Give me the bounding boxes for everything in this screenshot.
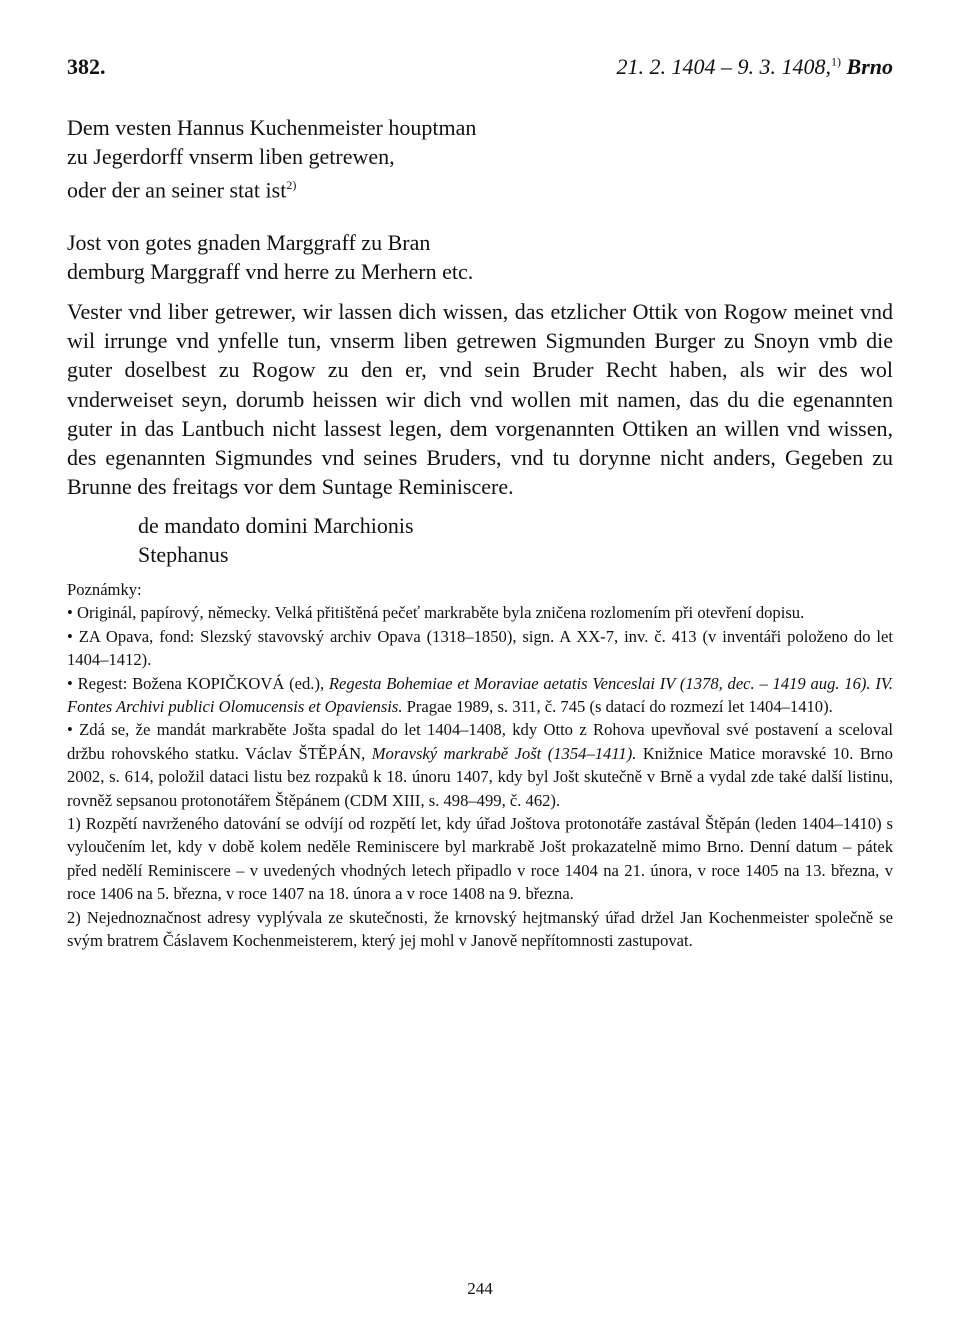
address-line bbox=[67, 171, 893, 204]
notes-section bbox=[67, 578, 893, 953]
note-text: Knižnice Matice moravské 10. Brno 2002, s. 614, položil dataci listu bez rozpaků k 18. únoru 1407, kdy byl Jošt skutečně v Brně a vydal zde také další listinu, rovněž sepsanou protonotářem Štěpánem (CDM XIII, s. 498–499, č. 462). bbox=[67, 743, 893, 810]
address-line: zu Jegerdorff vnserm liben getrewen, bbox=[67, 144, 395, 169]
note-title-italic: Moravský markrabě Jošt (1354–1411). bbox=[371, 743, 637, 763]
address-block bbox=[67, 113, 893, 204]
intitulatio-line: demburg Marggraff vnd herre zu Merhern etc. bbox=[67, 259, 474, 284]
address-line-text: oder der an seiner stat ist bbox=[67, 177, 287, 203]
note-item bbox=[67, 672, 893, 719]
note-item: • ZA Opava, fond: Slezský stavovský archiv Opava (1318–1850), sign. A XX-7, inv. č. 413 (v inventáři položeno do let 1404–1412). bbox=[67, 626, 893, 670]
date-footnote-ref: 1) bbox=[831, 54, 842, 69]
note-item bbox=[67, 718, 893, 812]
signature-block bbox=[138, 511, 414, 569]
address-footnote-ref: 2) bbox=[286, 178, 297, 192]
address-line: Dem vesten Hannus Kuchenmeister houptman bbox=[67, 115, 477, 140]
footnote-2: 2) Nejednoznačnost adresy vyplývala ze skutečnosti, že krnovský hejtmanský úřad držel Jan Kochenmeister společně se svým bratrem Čáslavem Kochenmeisterem, který jej mohl v Janově nepřítomnosti zastupovat. bbox=[67, 907, 893, 951]
signature-name: Stephanus bbox=[138, 542, 229, 567]
footnote-1: 1) Rozpětí navrženého datování se odvíjí od rozpětí let, kdy úřad Joštova protonotáře zastával Štěpán (leden 1404–1410) s vyloučením let, kdy v době kolem neděle Reminiscere byl markrabě Jošt prokazatelně mimo Brno. Denní datum – pátek před nedělí Reminiscere – v uvedených vhodných letech připadlo v roce 1404 na 21. února, v roce 1405 na 13. března, v roce 1406 na 5. března, v roce 1407 na 18. února a v roce 1408 na 9. března. bbox=[67, 814, 893, 904]
note-title-italic: Regesta Bohemiae et Moraviae aetatis Venceslai IV (1378, dec. – 1419 aug. 16). IV. Fontes Archivi publici Olomucensis et Opaviensis. bbox=[67, 673, 893, 717]
intitulatio-block bbox=[67, 228, 893, 286]
signature-line: de mandato domini Marchionis bbox=[138, 513, 414, 538]
document-date bbox=[617, 54, 893, 80]
page-header bbox=[67, 54, 893, 84]
note-text: • Regest: Božena KOPIČKOVÁ (ed.), bbox=[67, 673, 329, 693]
document-number: 382. bbox=[67, 54, 106, 79]
place-name: Brno bbox=[846, 54, 893, 79]
letter-body: Vester vnd liber getrewer, wir lassen dich wissen, das etzlicher Ottik von Rogow meinet vnd wil irrunge vnd ynfelle tun, vnserm liben getrewen Sigmunden Burger zu Snoyn vmb die guter doselbest zu Rogow zu den er, vnd sein Bruder Recht haben, als wir des wol vnderweiset seyn, dorumb heissen wir dich vnd wollen mit namen, das du die egenannten guter in das Lantbuch nicht lassest legen, dem vorgenannten Ottiken an willen vnd wissen, des egenannten Sigmundes vnd seines Bruders, vnd tu dorynne nicht anders, Gegeben zu Brunne des freitags vor dem Suntage Reminiscere. bbox=[67, 299, 893, 500]
intitulatio-line: Jost von gotes gnaden Marggraff zu Bran bbox=[67, 230, 431, 255]
note-text: • Zdá se, že mandát markraběte Jošta spadal do let 1404–1408, kdy Otto z Rohova upevňoval své postavení a sceloval držbu rohovského statku. Václav ŠTĚPÁN, bbox=[67, 720, 893, 763]
note-text: Pragae 1989, s. 311, č. 745 (s datací do rozmezí let 1404–1410). bbox=[402, 697, 833, 717]
notes-heading: Poznámky: bbox=[67, 580, 142, 599]
date-range: 21. 2. 1404 – 9. 3. 1408, bbox=[616, 54, 832, 79]
note-item: • Originál, papírový, německy. Velká přitištěná pečeť markraběte byla zničena rozlomením při otevření dopisu. bbox=[67, 603, 805, 623]
page-number: 244 bbox=[467, 1279, 493, 1298]
